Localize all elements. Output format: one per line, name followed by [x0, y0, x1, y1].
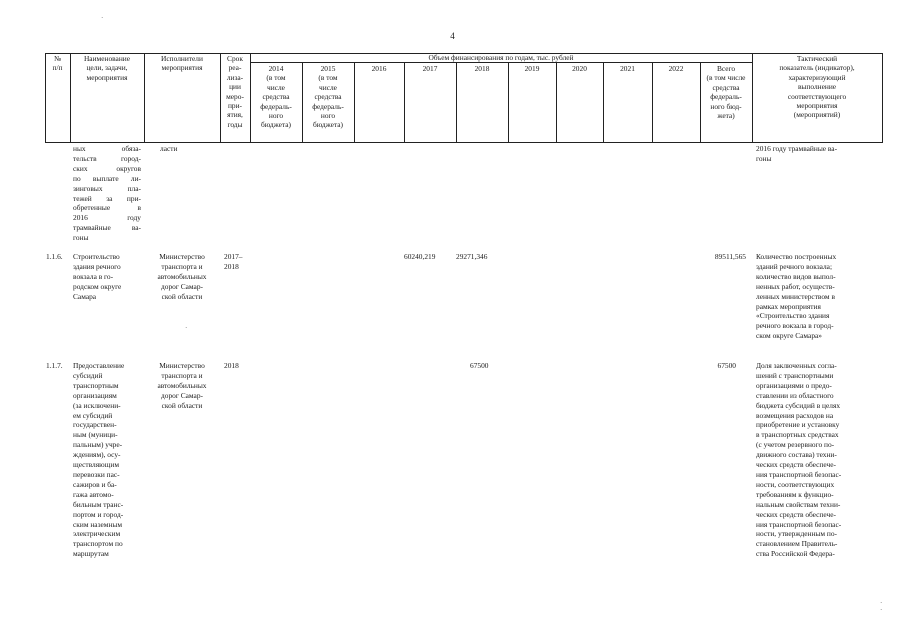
row-value-2018: 67500 [470, 361, 489, 370]
row-indicator: Доля заключенных согла- шений с транспортными организациями о предо- ставлении из областного бюджета субсидий в целях возмещения расходов на приобретение и установку в транспортных средствах (с учетом резервного по- движного состава) техни- ческих средств обеспече- ния транспортной безопас- ности, соответствующих требованиям к функцио- нальным свойствам техни- ческих средств обеспече- ния транспортной безопас- ности, утвержденным по- становлением Правитель- ства Российской Федера- [756, 361, 842, 559]
header-year-2017: 2017 [422, 64, 438, 73]
header-num: № п/п [52, 54, 63, 73]
row-value-2017: 60240,219 [404, 252, 436, 261]
header-indicator: Тактический показатель (индикатор), характеризующий выполнение соответствующего мероприятия (мероприятий) [779, 54, 855, 120]
continuation-name: ных обяза- тельств город- ских округов по выплате ли- зинговых пла- тежей за при- обретенные в 2016 году трамвайные ва- гоны [73, 144, 141, 243]
row-indicator: Количество построенных зданий речного вокзала; количество видов выпол- ненных работ, осуществ- ленных министерством в рамках мероприятия «Строительство здания речного вокзала в город- ском округе Самара» [756, 252, 837, 341]
col-line [603, 62, 604, 143]
col-line [456, 62, 457, 143]
header-bottom-border [45, 142, 882, 143]
row-name: Строительство здания речного вокзала в го- родском округе Самара [73, 252, 122, 301]
row-total: 89511,565 [714, 252, 746, 261]
header-year-2014: 2014 (в том числе средства федераль- ного бюджета) [260, 64, 292, 130]
row-number: 1.1.7. [46, 361, 63, 370]
row-executors: Министерство транспорта и автомобильных дорог Самар- ской области [157, 361, 207, 410]
header-name: Наименование цели, задачи, мероприятия [83, 54, 131, 82]
row-term: 2018 [224, 361, 239, 370]
row-executors: Министерство транспорта и автомобильных дорог Самар- ской области [157, 252, 207, 301]
col-line [652, 62, 653, 143]
scan-speck: · · [880, 599, 883, 614]
col-line [508, 62, 509, 143]
col-line [882, 53, 883, 143]
header-year-2019: 2019 [524, 64, 540, 73]
header-year-2015: 2015 (в том числе средства федераль- ного бюджета) [312, 64, 344, 130]
scan-speck: · [101, 14, 104, 22]
header-year-2022: 2022 [668, 64, 684, 73]
col-line [354, 62, 355, 143]
col-line [404, 62, 405, 143]
header-total: Всего (в том числе средства федераль- ного бюд- жета) [706, 64, 746, 121]
scan-speck: · [185, 324, 188, 332]
header-financing-title: Объем финансирования по годам, тыс. рублей [428, 53, 574, 62]
row-value-2018: 29271,346 [456, 252, 488, 261]
header-year-2016: 2016 [371, 64, 387, 73]
continuation-executors: ласти [160, 144, 178, 153]
col-line [556, 62, 557, 143]
header-year-2020: 2020 [572, 64, 587, 73]
continuation-indicator: 2016 году трамвайные ва- гоны [756, 144, 838, 163]
row-number: 1.1.6. [46, 252, 63, 261]
header-executors: Исполнители мероприятия [161, 54, 203, 73]
page-number: 4 [450, 31, 455, 41]
row-total: 67500 [717, 361, 736, 370]
row-term: 2017– 2018 [224, 252, 243, 271]
header-term: Срок реа- лиза- ции меро- при- ятия, годы [226, 54, 244, 129]
header-year-2021: 2021 [620, 64, 635, 73]
header-year-2018: 2018 [474, 64, 490, 73]
row-name: Предоставление субсидий транспортным организациям (за исключени- ем субсидий государствен- ным (муници- пальным) учре- ждениям), осу- ществляющим перевозки пас- сажиров и ба- гажа автомо- бильным транс- портом и город- ским наземным электрическим транспортом по маршрутам [73, 361, 125, 559]
